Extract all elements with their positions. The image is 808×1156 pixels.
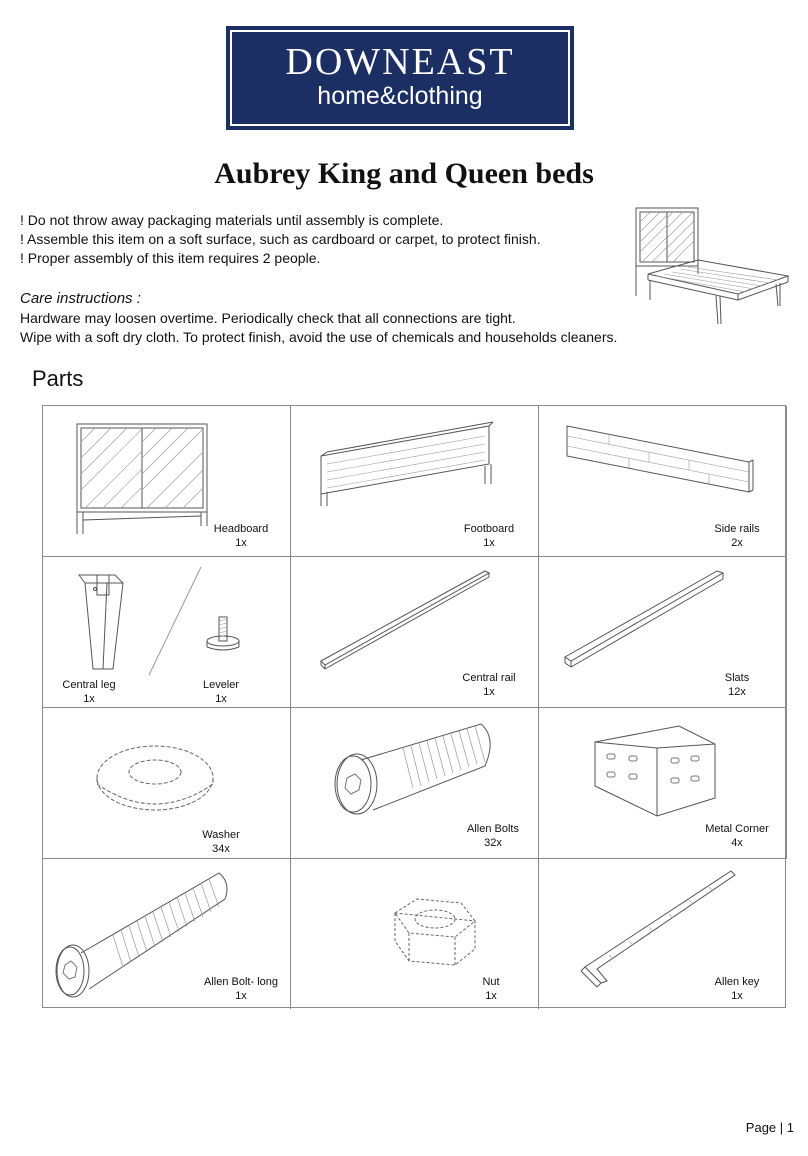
bed-overview-illustration (628, 196, 794, 330)
warning-line: ! Proper assembly of this item requires 2 people. (20, 250, 321, 266)
part-name: Footboard (463, 523, 515, 535)
part-name: Metal Corner (705, 823, 769, 835)
part-label (699, 671, 775, 699)
part-name: Allen Bolt- long (204, 976, 278, 988)
part-cell-metal-corner (539, 708, 787, 859)
parts-table (42, 405, 786, 1008)
part-name: Leveler (202, 679, 240, 691)
part-cell-headboard (43, 406, 291, 557)
parts-heading: Parts (32, 366, 84, 391)
logo-subtitle: home&clothing (317, 82, 483, 110)
part-name: Slats (724, 672, 750, 684)
care-line: Wipe with a soft dry cloth. To protect finish, avoid the use of chemicals and households cleaners. (20, 329, 618, 345)
part-qty: 1x (483, 537, 495, 549)
part-qty: 1x (485, 990, 497, 1002)
logo-brand-name: DOWNEAST (285, 41, 515, 83)
part-qty: 1x (731, 990, 743, 1002)
part-qty: 12x (728, 686, 746, 698)
care-line: Hardware may loosen overtime. Periodically check that all connections are tight. (20, 310, 516, 326)
part-label (51, 678, 127, 706)
part-cell-allen-bolt-long (43, 859, 291, 1009)
warning-list (20, 211, 541, 268)
part-qty: 1x (235, 990, 247, 1002)
part-qty: 34x (212, 843, 230, 855)
part-qty: 1x (83, 693, 95, 705)
part-label (699, 975, 775, 1003)
warning-line: ! Assemble this item on a soft surface, such as cardboard or carpet, to protect finish. (20, 231, 541, 247)
part-name: Central leg (62, 679, 116, 691)
care-instructions (20, 309, 617, 347)
part-label (699, 522, 775, 550)
part-cell-washer (43, 708, 291, 859)
document-title: Aubrey King and Queen beds (214, 157, 594, 190)
part-label (451, 975, 531, 1003)
page-number: Page | 1 (745, 1120, 794, 1135)
part-qty: 32x (484, 837, 502, 849)
part-cell-central-leg (43, 557, 291, 708)
part-label (453, 822, 533, 850)
part-cell-footboard (291, 406, 539, 557)
warning-line: ! Do not throw away packaging materials until assembly is complete. (20, 212, 444, 228)
part-name: Allen Bolts (467, 823, 519, 835)
part-label (451, 522, 527, 550)
part-qty: 1x (215, 693, 227, 705)
part-cell-allen-bolts (291, 708, 539, 859)
part-qty: 2x (731, 537, 743, 549)
care-instructions-heading: Care instructions : (20, 290, 141, 307)
brand-logo (226, 26, 574, 130)
part-cell-side-rails (539, 406, 787, 557)
part-cell-slats (539, 557, 787, 708)
part-label (203, 522, 279, 550)
part-label (689, 822, 785, 850)
part-label (451, 671, 527, 699)
part-qty: 1x (235, 537, 247, 549)
part-name: Allen key (714, 976, 760, 988)
part-label (183, 828, 259, 856)
part-name: Side rails (714, 523, 760, 535)
part-label (193, 975, 289, 1003)
part-cell-nut (291, 859, 539, 1009)
part-name: Washer (202, 829, 240, 841)
part-name: Headboard (213, 523, 269, 535)
part-name: Nut (482, 976, 500, 988)
part-cell-central-rail (291, 557, 539, 708)
part-name: Central rail (462, 672, 516, 684)
part-qty: 1x (483, 686, 495, 698)
part-cell-allen-key (539, 859, 787, 1009)
part-qty: 4x (731, 837, 743, 849)
part-label (183, 678, 259, 706)
